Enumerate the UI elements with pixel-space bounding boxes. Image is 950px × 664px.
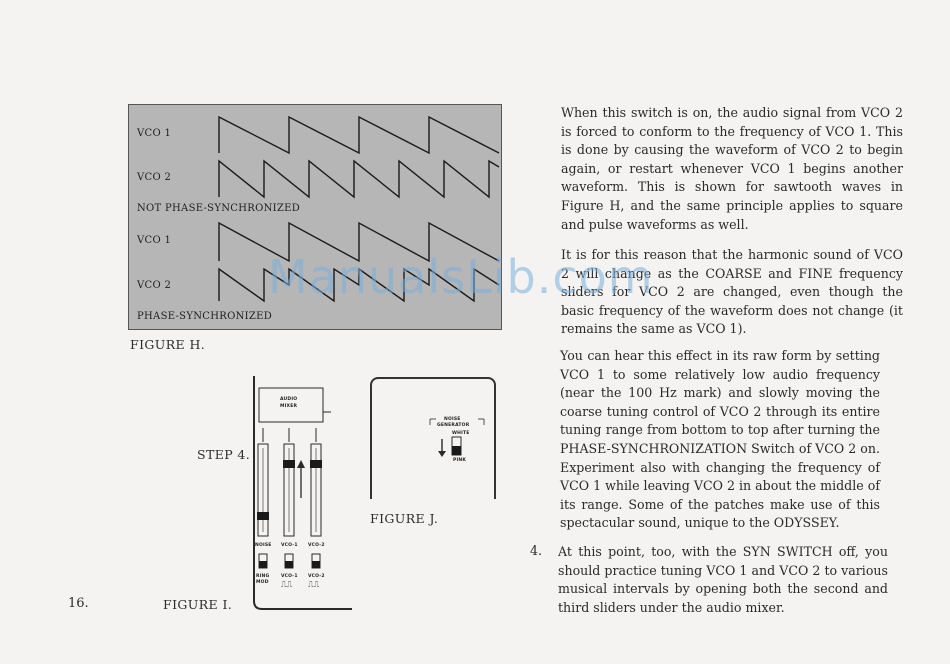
figure-h-caption: FIGURE H. (130, 337, 206, 352)
noise-generator-label-noise: NOISE (444, 417, 461, 422)
figure-j-noise-generator-diagram (370, 377, 496, 499)
vco2-sawtooth-unsynced (219, 161, 499, 197)
paragraph-harmonic-sound: It is for this reason that the harmonic sound of VCO 2 will change as the COARSE and FINE frequency sliders for VCO 2 are changed, even though the basic frequency of the waveform does not change (it remains the same as VCO 1). (561, 247, 903, 337)
step-4-label: STEP 4. (197, 447, 251, 462)
noise-pink-label: PINK (453, 458, 467, 463)
vco1-sawtooth-synced (219, 223, 499, 261)
label-vco2-top: VCO 2 (137, 172, 172, 183)
figure-i-caption: FIGURE I. (163, 597, 233, 612)
label-not-phase-synchronized: NOT PHASE-SYNCHRONIZED (137, 203, 301, 214)
label-vco1-top: VCO 1 (137, 128, 172, 139)
slider-label-vco1: VCO-1 (281, 543, 298, 548)
waveform-traces (129, 105, 503, 331)
page-number: 16. (68, 596, 89, 611)
vco1-sawtooth-unsynced (219, 117, 499, 153)
noise-white-label: WHITE (452, 431, 470, 436)
label-vco2-bottom: VCO 2 (137, 280, 172, 291)
switch-label-vco2: VCO-2 (308, 574, 325, 579)
mixer-label-audio: AUDIO (280, 397, 298, 402)
square-wave-icon: ⎍⎍ (308, 580, 320, 589)
paragraph-raw-effect: You can hear this effect in its raw form by setting VCO 1 to some relatively low audio frequency (near the 100 Hz mark) and slowly moving the coarse tuning control of VCO 2 through its entire tuning range from bottom to top after turning the PHASE-SYNCHRONIZATION Switch of VCO 2 on. Experiment also with changing the frequency of VCO 1 while leaving VCO 2 in about the middle of its range. Some of the patches make use of this spectacular sound, unique to the ODYSSEY. (560, 348, 880, 531)
slider-label-noise: NOISE (255, 543, 272, 548)
mixer-label-mixer: MIXER (280, 404, 298, 409)
noise-generator-label-generator: GENERATOR (437, 423, 470, 428)
vco2-sawtooth-synced (219, 269, 499, 301)
figure-h-waveform-diagram (128, 104, 502, 330)
watermark-logo: ManualsLib.com (268, 250, 654, 304)
figure-i-mixer-diagram (248, 376, 353, 612)
switch-label-vco1: VCO-1 (281, 574, 298, 579)
switch-label-ring-mod: RING MOD (256, 574, 270, 585)
list-item-number: 4. (530, 543, 543, 558)
label-vco1-bottom: VCO 1 (137, 235, 172, 246)
slider-label-vco2: VCO-2 (308, 543, 325, 548)
label-phase-synchronized: PHASE-SYNCHRONIZED (137, 311, 273, 322)
figure-j-caption: FIGURE J. (370, 511, 439, 526)
paragraph-step-4: At this point, too, with the SYN SWITCH off, you should practice tuning VCO 1 and VCO 2 to various musical intervals by opening both the second and third sliders under the audio mixer. (558, 544, 888, 615)
square-wave-icon: ⎍⎍ (281, 580, 293, 589)
paragraph-sync-switch: When this switch is on, the audio signal from VCO 2 is forced to conform to the frequency of VCO 1. This is done by causing the waveform of VCO 2 to begin again, or restart whenever VCO 1 begins another waveform. This is shown for sawtooth waves in Figure H, and the same principle applies to square and pulse waveforms as well. (561, 105, 903, 232)
